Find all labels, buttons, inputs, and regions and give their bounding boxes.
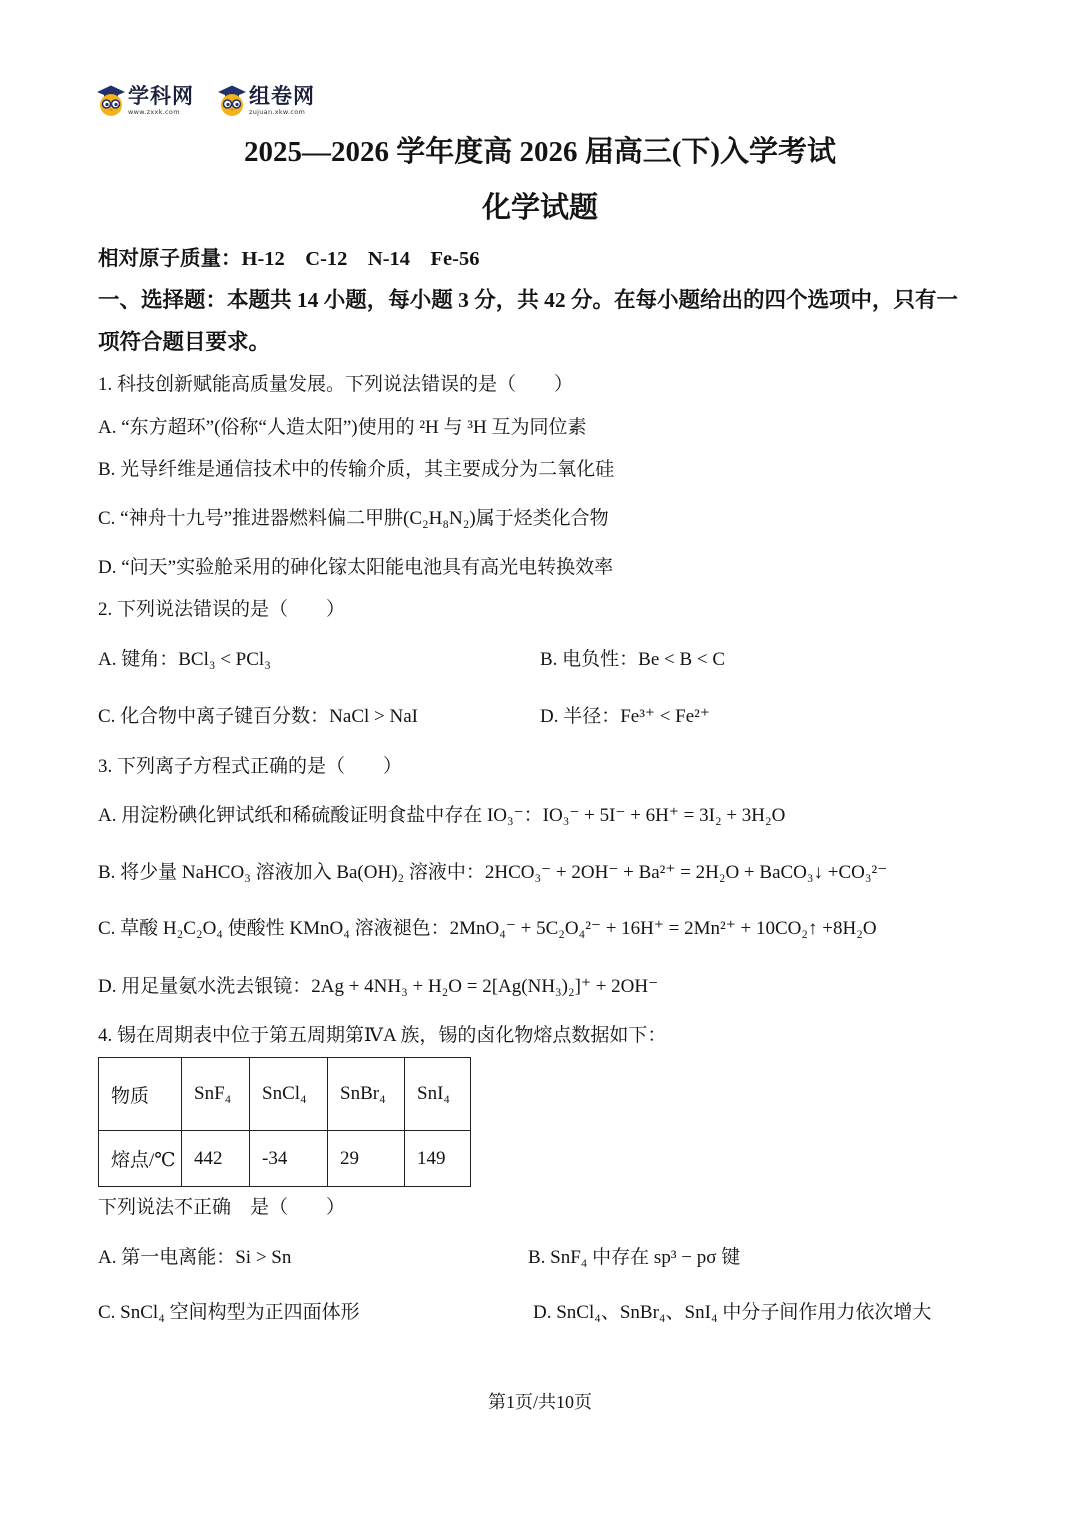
question-4-option-b: B. SnF₄ 中存在 sp³ − pσ 键 [528, 1247, 741, 1268]
tin-halide-melting-point-table [98, 1057, 471, 1187]
xuekewang-logo [96, 82, 194, 118]
page-indicator: 第1页/共10页 [487, 1392, 592, 1412]
question-3-option-c: C. 草酸 H₂C₂O₄ 使酸性 KMnO₄ 溶液褪色：2MnO₄⁻ + 5C₂O₄²⁻ + 16H⁺ = 2Mn²⁺ + 10CO₂↑ +8H₂O [98, 918, 877, 939]
section-heading-line-2: 项符合题目要求。 [98, 330, 271, 354]
table-header-cell: 物质 [99, 1058, 182, 1131]
table-cell: 熔点/℃ [99, 1131, 182, 1187]
atomic-masses: 相对原子质量：H-12 C-12 N-14 Fe-56 [98, 248, 480, 270]
logo-name: 学科网 [128, 84, 194, 108]
question-2-stem: 2. 下列说法错误的是（ ） [98, 599, 346, 620]
question-4-option-d: D. SnCl₄、SnBr₄、SnI₄ 中分子间作用力依次增大 [533, 1302, 932, 1323]
question-1-stem: 1. 科技创新赋能高质量发展。下列说法错误的是（ ） [98, 374, 574, 395]
question-4-stem: 4. 锡在周期表中位于第五周期第ⅣA 族，锡的卤化物熔点数据如下： [98, 1025, 667, 1046]
table-header-cell: SnBr₄ [328, 1058, 405, 1131]
logo-url: www.zxxk.com [128, 108, 180, 116]
question-3-option-d: D. 用足量氨水洗去银镜：2Ag + 4NH₃ + H₂O = 2[Ag(NH₃)₂]⁺ + 2OH⁻ [98, 976, 659, 997]
owl-mascot-icon [217, 83, 247, 117]
question-3-option-a: A. 用淀粉碘化钾试纸和稀硫酸证明食盐中存在 IO₃⁻：IO₃⁻ + 5I⁻ + 6H⁺ = 3I₂ + 3H₂O [98, 805, 786, 826]
table-header-row [99, 1058, 471, 1131]
owl-mascot-icon [96, 83, 126, 117]
table-cell: -34 [250, 1131, 328, 1187]
question-4-prompt: 下列说法不正确 是（ ） [98, 1197, 346, 1218]
table-header-cell: SnF₄ [182, 1058, 250, 1131]
exam-subject: 化学试题 [481, 192, 598, 224]
zujuanwang-logo [217, 82, 315, 118]
question-4-option-c: C. SnCl₄ 空间构型为正四面体形 [98, 1302, 360, 1323]
question-2-option-d: D. 半径：Fe³⁺ < Fe²⁺ [540, 706, 710, 727]
table-header-cell: SnCl₄ [250, 1058, 328, 1131]
question-2-option-a: A. 键角：BCl₃ < PCl₃ [98, 649, 271, 670]
table-cell: 442 [182, 1131, 250, 1187]
question-1-option-b: B. 光导纤维是通信技术中的传输介质，其主要成分为二氧化硅 [98, 459, 615, 480]
question-4-option-a: A. 第一电离能：Si > Sn [98, 1247, 292, 1268]
section-heading-line-1: 一、选择题：本题共 14 小题，每小题 3 分，共 42 分。在每小题给出的四个选项中，只有一 [98, 288, 959, 312]
logo-url: zujuan.xkw.com [249, 108, 306, 116]
table-cell: 149 [405, 1131, 471, 1187]
table-cell: 29 [328, 1131, 405, 1187]
question-2-option-c: C. 化合物中离子键百分数：NaCl > NaI [98, 706, 418, 727]
table-row [99, 1131, 471, 1187]
question-3-option-b: B. 将少量 NaHCO₃ 溶液加入 Ba(OH)₂ 溶液中：2HCO₃⁻ + 2OH⁻ + Ba²⁺ = 2H₂O + BaCO₃↓ +CO₃²⁻ [98, 862, 888, 883]
logo-name: 组卷网 [249, 84, 315, 108]
question-1-option-a: A. “东方超环”(俗称“人造太阳”)使用的 ²H 与 ³H 互为同位素 [98, 417, 587, 438]
exam-title: 2025—2026 学年度高 2026 届高三(下)入学考试 [243, 136, 837, 168]
question-1-option-c: C. “神舟十九号”推进器燃料偏二甲肼(C₂H₈N₂)属于烃类化合物 [98, 508, 609, 529]
question-3-stem: 3. 下列离子方程式正确的是（ ） [98, 756, 403, 777]
question-2-option-b: B. 电负性：Be < B < C [540, 649, 726, 670]
question-1-option-d: D. “问天”实验舱采用的砷化镓太阳能电池具有高光电转换效率 [98, 557, 614, 578]
table-header-cell: SnI₄ [405, 1058, 471, 1131]
